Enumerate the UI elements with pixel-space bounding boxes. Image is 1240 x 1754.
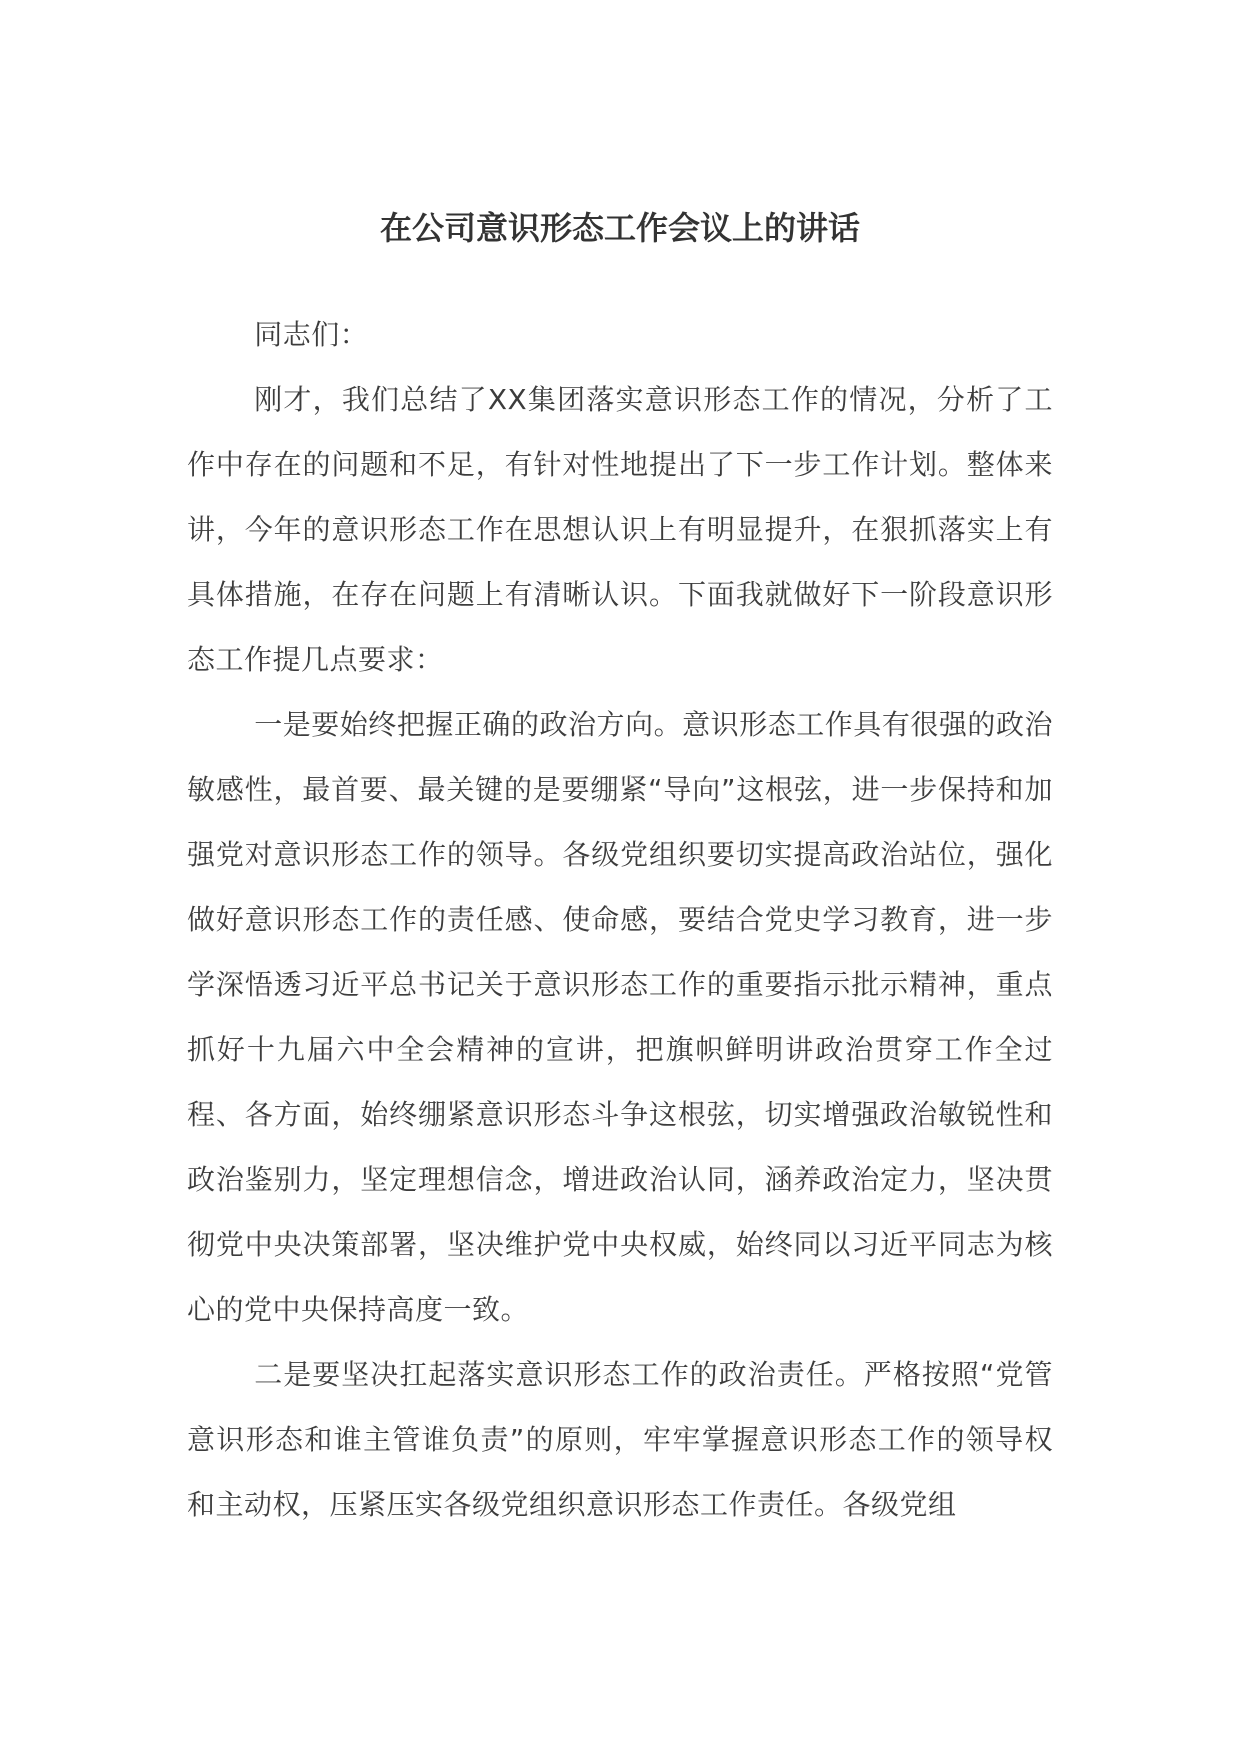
document-body	[187, 302, 1053, 1537]
paragraph-intro: 刚才，我们总结了XX集团落实意识形态工作的情况，分析了工作中存在的问题和不足，有针对性地提出了下一步工作计划。整体来讲，今年的意识形态工作在思想认识上有明显提升，在狠抓落实上有具体措施，在存在问题上有清晰认识。下面我就做好下一阶段意识形态工作提几点要求：	[187, 383, 1053, 676]
paragraph-point-two: 二是要坚决扛起落实意识形态工作的政治责任。严格按照“党管意识形态和谁主管谁负责”的原则，牢牢掌握意识形态工作的领导权和主动权，压紧压实各级党组织意识形态工作责任。各级党组	[187, 1358, 1053, 1521]
paragraph-point-one: 一是要始终把握正确的政治方向。意识形态工作具有很强的政治敏感性，最首要、最关键的是要绷紧“导向”这根弦，进一步保持和加强党对意识形态工作的领导。各级党组织要切实提高政治站位，强化做好意识形态工作的责任感、使命感，要结合党史学习教育，进一步学深悟透习近平总书记关于意识形态工作的重要指示批示精神，重点抓好十九届六中全会精神的宣讲，把旗帜鲜明讲政治贯穿工作全过程、各方面，始终绷紧意识形态斗争这根弦，切实增强政治敏锐性和政治鉴别力，坚定理想信念，增进政治认同，涵养政治定力，坚决贯彻党中央决策部署，坚决维护党中央权威，始终同以习近平同志为核心的党中央保持高度一致。	[187, 708, 1053, 1326]
document-title: 在公司意识形态工作会议上的讲话	[379, 209, 860, 247]
salutation: 同志们：	[254, 318, 369, 351]
